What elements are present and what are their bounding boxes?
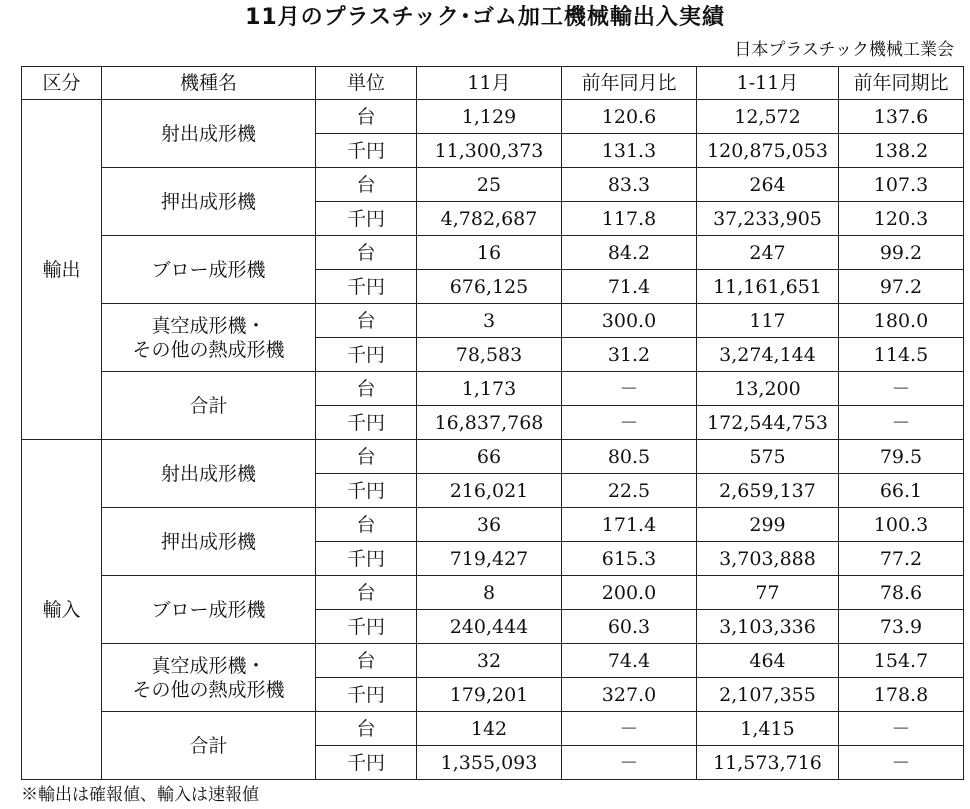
source-label: 日本プラスチック機械工業会 [734,40,954,60]
month-value-cell: 216,021 [417,474,562,508]
month-value-cell: 719,427 [417,542,562,576]
table-row [22,644,964,678]
ytd-value-cell: 3,274,144 [697,338,839,372]
unit-cell: 台 [316,508,417,542]
month-value-cell: 4,782,687 [417,202,562,236]
machine-name: ブロー成形機 [151,258,266,281]
ytd-value-cell: 120,875,053 [697,134,839,168]
yoy-month-cell: 84.2 [562,236,697,270]
ytd-value-cell: 172,544,753 [697,406,839,440]
ytd-value-cell: 11,573,716 [697,746,839,780]
month-value-cell: 16,837,768 [417,406,562,440]
trade-table [21,66,964,780]
table-row [22,712,964,746]
yoy-month-cell: － [562,372,697,406]
machine-name-cell [102,576,316,644]
unit-cell: 台 [316,440,417,474]
yoy-month-cell: 615.3 [562,542,697,576]
ytd-value-cell: 247 [697,236,839,270]
unit-cell: 台 [316,644,417,678]
machine-name: 射出成形機 [160,462,256,485]
unit-cell: 千円 [316,610,417,644]
yoy-period-cell: 154.7 [839,644,964,678]
unit-cell: 台 [316,372,417,406]
table-row [22,168,964,202]
unit-cell: 台 [316,304,417,338]
machine-name-cell [102,100,316,168]
yoy-month-cell: 120.6 [562,100,697,134]
yoy-month-cell: － [562,406,697,440]
yoy-period-cell: 97.2 [839,270,964,304]
machine-name: 真空成形機・ [151,314,266,337]
ytd-value-cell: 3,103,336 [697,610,839,644]
ytd-value-cell: 2,659,137 [697,474,839,508]
month-value-cell: 1,173 [417,372,562,406]
header-yoy-period: 前年同期比 [839,67,964,100]
machine-name-cell [102,508,316,576]
unit-cell: 千円 [316,678,417,712]
yoy-period-cell: 79.5 [839,440,964,474]
header-unit: 単位 [316,67,417,100]
month-value-cell: 78,583 [417,338,562,372]
yoy-month-cell: 74.4 [562,644,697,678]
page-title: 11月のプラスチック･ゴム加工機械輸出入実績 [245,5,725,30]
yoy-month-cell: 31.2 [562,338,697,372]
unit-cell: 台 [316,100,417,134]
yoy-period-cell: 178.8 [839,678,964,712]
machine-name: 押出成形機 [160,530,256,553]
table-row [22,440,964,474]
yoy-period-cell: － [839,712,964,746]
yoy-month-cell: 22.5 [562,474,697,508]
unit-cell: 台 [316,236,417,270]
yoy-period-cell: 138.2 [839,134,964,168]
machine-name-cell [102,372,316,440]
machine-name-cell [102,236,316,304]
machine-name: ブロー成形機 [151,598,266,621]
yoy-month-cell: 131.3 [562,134,697,168]
machine-name-cell [102,644,316,712]
yoy-period-cell: 180.0 [839,304,964,338]
yoy-month-cell: 83.3 [562,168,697,202]
unit-cell: 台 [316,168,417,202]
unit-cell: 千円 [316,542,417,576]
machine-name-cell [102,304,316,372]
header-yoy-month: 前年同月比 [562,67,697,100]
table-row [22,508,964,542]
table-row [22,372,964,406]
unit-cell: 台 [316,712,417,746]
yoy-month-cell: 200.0 [562,576,697,610]
yoy-period-cell: 73.9 [839,610,964,644]
month-value-cell: 8 [417,576,562,610]
header-ytd: 1-11月 [697,67,839,100]
unit-cell: 千円 [316,270,417,304]
table-row [22,304,964,338]
ytd-value-cell: 264 [697,168,839,202]
header-row [22,67,964,100]
yoy-month-cell: 60.3 [562,610,697,644]
yoy-month-cell: 80.5 [562,440,697,474]
unit-cell: 千円 [316,746,417,780]
yoy-period-cell: － [839,746,964,780]
machine-name: 合計 [189,394,228,417]
ytd-value-cell: 3,703,888 [697,542,839,576]
yoy-period-cell: 107.3 [839,168,964,202]
month-value-cell: 3 [417,304,562,338]
month-value-cell: 16 [417,236,562,270]
category-cell: 輸出 [22,100,102,440]
ytd-value-cell: 464 [697,644,839,678]
footnote: ※輸出は確報値、輸入は速報値 [21,785,259,805]
yoy-month-cell: 71.4 [562,270,697,304]
yoy-period-cell: 114.5 [839,338,964,372]
month-value-cell: 142 [417,712,562,746]
ytd-value-cell: 1,415 [697,712,839,746]
yoy-period-cell: 77.2 [839,542,964,576]
ytd-value-cell: 299 [697,508,839,542]
yoy-month-cell: 327.0 [562,678,697,712]
machine-name-line2: その他の熱成形機 [132,678,285,701]
machine-name: 真空成形機・ [151,654,266,677]
unit-cell: 千円 [316,406,417,440]
ytd-value-cell: 575 [697,440,839,474]
month-value-cell: 66 [417,440,562,474]
yoy-period-cell: 120.3 [839,202,964,236]
yoy-month-cell: － [562,712,697,746]
ytd-value-cell: 12,572 [697,100,839,134]
yoy-period-cell: 99.2 [839,236,964,270]
yoy-period-cell: 66.1 [839,474,964,508]
month-value-cell: 1,355,093 [417,746,562,780]
table-row [22,236,964,270]
month-value-cell: 676,125 [417,270,562,304]
machine-name-cell [102,440,316,508]
unit-cell: 千円 [316,134,417,168]
machine-name: 射出成形機 [160,122,256,145]
table-row [22,576,964,610]
machine-name-line2: その他の熱成形機 [132,338,285,361]
yoy-month-cell: 171.4 [562,508,697,542]
machine-name: 押出成形機 [160,190,256,213]
unit-cell: 千円 [316,202,417,236]
unit-cell: 台 [316,576,417,610]
ytd-value-cell: 11,161,651 [697,270,839,304]
ytd-value-cell: 2,107,355 [697,678,839,712]
yoy-period-cell: 100.3 [839,508,964,542]
yoy-month-cell: － [562,746,697,780]
yoy-month-cell: 117.8 [562,202,697,236]
header-category: 区分 [22,67,102,100]
month-value-cell: 1,129 [417,100,562,134]
machine-name-cell [102,168,316,236]
month-value-cell: 240,444 [417,610,562,644]
table-row [22,100,964,134]
yoy-period-cell: － [839,372,964,406]
ytd-value-cell: 37,233,905 [697,202,839,236]
month-value-cell: 25 [417,168,562,202]
ytd-value-cell: 13,200 [697,372,839,406]
category-cell: 輸入 [22,440,102,780]
header-month: 11月 [417,67,562,100]
month-value-cell: 36 [417,508,562,542]
yoy-period-cell: － [839,406,964,440]
machine-name-cell [102,712,316,780]
machine-name: 合計 [189,734,228,757]
yoy-month-cell: 300.0 [562,304,697,338]
header-machine: 機種名 [102,67,316,100]
unit-cell: 千円 [316,338,417,372]
unit-cell: 千円 [316,474,417,508]
month-value-cell: 179,201 [417,678,562,712]
yoy-period-cell: 78.6 [839,576,964,610]
month-value-cell: 11,300,373 [417,134,562,168]
ytd-value-cell: 117 [697,304,839,338]
ytd-value-cell: 77 [697,576,839,610]
month-value-cell: 32 [417,644,562,678]
yoy-period-cell: 137.6 [839,100,964,134]
